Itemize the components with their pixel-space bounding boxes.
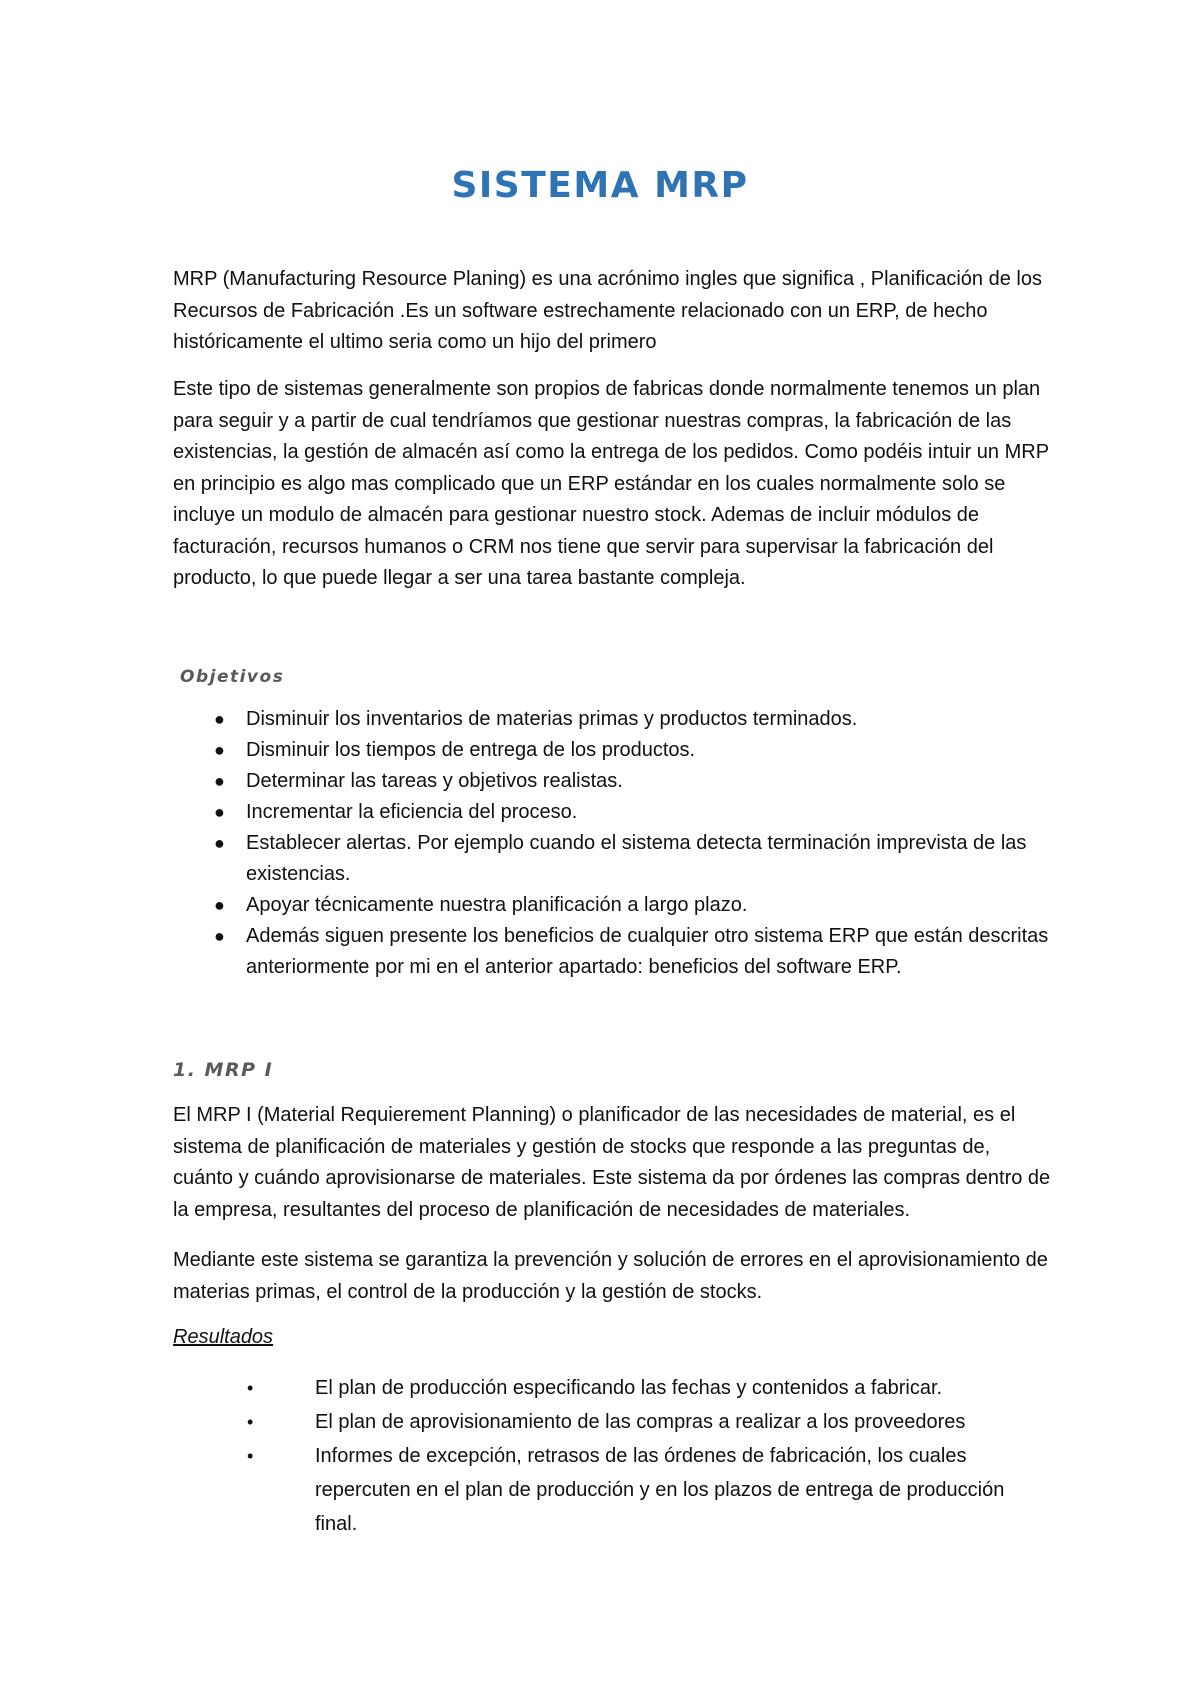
list-item-text: Disminuir los tiempos de entrega de los productos. [246, 739, 696, 761]
bullet-icon: ● [214, 833, 225, 853]
list-item [214, 890, 1056, 921]
mrp1-heading: 1. MRP I [173, 1059, 274, 1081]
bullet-icon: ● [214, 709, 225, 729]
list-item [214, 797, 1056, 828]
list-item-text: El plan de producción especificando las fechas y contenidos a fabricar. [315, 1377, 943, 1399]
list-item-text: Determinar las tareas y objetivos realistas. [246, 770, 623, 792]
list-item-text: Disminuir los inventarios de materias primas y productos terminados. [246, 708, 858, 730]
intro-paragraph-1: MRP (Manufacturing Resource Planing) es una acrónimo ingles que significa , Planificación de los Recursos de Fabricación .Es un software estrechamente relacionado con un ERP, de hecho históricamente el ultimo seria como un hijo del primero [173, 268, 1042, 353]
mrp1-paragraph-1: El MRP I (Material Requierement Planning) o planificador de las necesidades de material, es el sistema de planificación de materiales y gestión de stocks que responde a las preguntas de, cuánto y cuándo aprovisionarse de materiales. Este sistema da por órdenes las compras dentro de la empresa, resultantes del proceso de planificación de necesidades de materiales. [173, 1104, 1051, 1221]
bullet-icon: ● [214, 740, 225, 760]
objetivos-list [214, 704, 1056, 983]
bullet-icon: ● [214, 771, 225, 791]
list-item [247, 1371, 1035, 1405]
list-item [214, 766, 1056, 797]
bullet-icon: • [247, 1412, 254, 1432]
list-item [214, 828, 1056, 890]
resultados-list [247, 1371, 1035, 1541]
list-item-text: Informes de excepción, retrasos de las órdenes de fabricación, los cuales repercuten en el plan de producción y en los plazos de entrega de producción final. [315, 1445, 1005, 1535]
intro-paragraph-2: Este tipo de sistemas generalmente son propios de fabricas donde normalmente tenemos un plan para seguir y a partir de cual tendríamos que gestionar nuestras compras, la fabricación de las existencias, la gestión de almacén así como la entrega de los pedidos. Como podéis intuir un MRP en principio es algo mas complicado que un ERP estándar en los cuales normalmente solo se incluye un modulo de almacén para gestionar nuestro stock. Ademas de incluir módulos de facturación, recursos humanos o CRM nos tiene que servir para supervisar la fabricación del producto, lo que puede llegar a ser una tarea bastante compleja. [173, 378, 1049, 589]
bullet-icon: ● [214, 895, 225, 915]
bullet-icon: • [247, 1446, 254, 1466]
mrp1-paragraph-2: Mediante este sistema se garantiza la prevención y solución de errores en el aprovisionamiento de materias primas, el control de la producción y la gestión de stocks. [173, 1249, 1048, 1303]
objetivos-heading: Objetivos [180, 667, 285, 687]
list-item [247, 1439, 1035, 1541]
list-item [214, 735, 1056, 766]
list-item [247, 1405, 1035, 1439]
bullet-icon: • [247, 1378, 254, 1398]
list-item [214, 921, 1056, 983]
list-item-text: Establecer alertas. Por ejemplo cuando el sistema detecta terminación imprevista de las existencias. [246, 832, 1027, 885]
list-item [214, 704, 1056, 735]
page-title: SISTEMA MRP [451, 165, 749, 206]
bullet-icon: ● [214, 926, 225, 946]
bullet-icon: ● [214, 802, 225, 822]
list-item-text: Además siguen presente los beneficios de cualquier otro sistema ERP que están descritas anteriormente por mi en el anterior apartado: beneficios del software ERP. [246, 925, 1049, 978]
resultados-heading: Resultados [173, 1326, 274, 1348]
list-item-text: Incrementar la eficiencia del proceso. [246, 801, 578, 823]
list-item-text: Apoyar técnicamente nuestra planificación a largo plazo. [246, 894, 748, 916]
list-item-text: El plan de aprovisionamiento de las compras a realizar a los proveedores [315, 1411, 966, 1433]
